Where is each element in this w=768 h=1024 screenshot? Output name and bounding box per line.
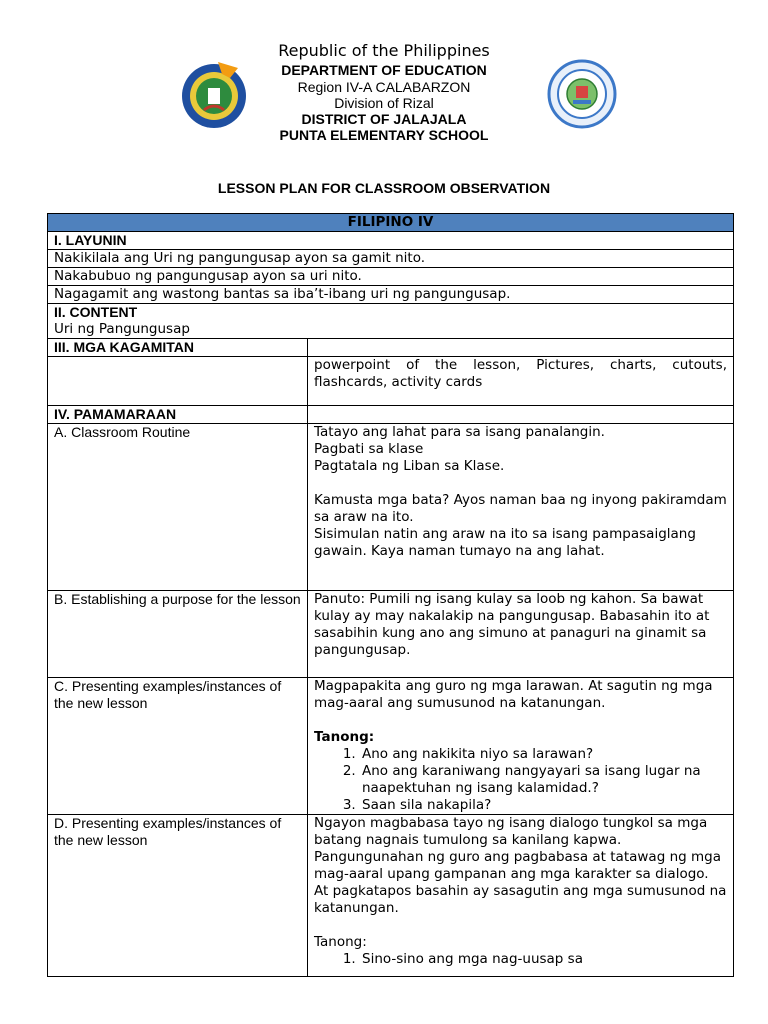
- examples-label-d: D. Presenting examples/instances of the new lesson: [48, 815, 308, 977]
- kagamitan-empty-cell: [308, 339, 734, 357]
- department-line: DEPARTMENT OF EDUCATION: [281, 62, 487, 78]
- examples-cell-c: [308, 678, 734, 815]
- kagamitan-label-cell: [48, 357, 308, 406]
- question-item: 3. Saan sila nakapila?: [360, 797, 727, 814]
- examples-text-d: Ngayon magbabasa tayo ng isang dialogo tungkol sa mga batang nagnais tumulong sa kanilang kapwa. Pangungunahan ng guro ang pagbabasa at tatawag ng mga mag-aaral upang gampanan ang mga karakter sa dialogo. At pagkatapos basahin ay sasagutin ang mga sumusunod na katanungan.: [314, 815, 727, 916]
- lesson-plan-title: LESSON PLAN FOR CLASSROOM OBSERVATION: [217, 180, 551, 196]
- purpose-label: B. Establishing a purpose for the lesson: [48, 591, 308, 678]
- examples-row-c: [48, 678, 734, 815]
- purpose-cell: [308, 591, 734, 678]
- school-seal-logo: [546, 58, 618, 130]
- subject-row: [48, 214, 734, 232]
- tanong-heading-c: Tanong:: [314, 729, 375, 745]
- kagamitan-heading: III. MGA KAGAMITAN: [48, 339, 308, 357]
- content-row: [48, 304, 734, 339]
- layunin-item: Nakikilala ang Uri ng pangungusap ayon sa gamit nito.: [48, 250, 734, 268]
- examples-label-c: C. Presenting examples/instances of the new lesson: [48, 678, 308, 815]
- routine-line: Pagbati sa klase: [314, 441, 424, 457]
- division-line: Division of Rizal: [334, 95, 434, 111]
- examples-text-c: Magpapakita ang guro ng mga larawan. At sagutin ng mga mag-aaral ang sumusunod na katanungan.: [314, 678, 713, 711]
- routine-line: Tatayo ang lahat para sa isang panalangin.: [314, 424, 605, 440]
- routine-row: [48, 424, 734, 591]
- lesson-plan-table: [47, 213, 734, 977]
- school-line: PUNTA ELEMENTARY SCHOOL: [279, 127, 489, 143]
- division-seal-logo: [178, 58, 250, 130]
- examples-cell-d: [308, 815, 734, 977]
- question-item: 1. Sino-sino ang mga nag-uusap sa: [360, 951, 727, 968]
- pamamaraan-heading: IV. PAMAMARAAN: [48, 406, 308, 424]
- examples-row-d: [48, 815, 734, 977]
- region-line: Region IV-A CALABARZON: [297, 79, 471, 95]
- kagamitan-heading-row: [48, 339, 734, 357]
- routine-cell: [308, 424, 734, 591]
- subject-header: FILIPINO IV: [48, 214, 734, 232]
- layunin-item: Nagagamit ang wastong bantas sa iba’t-ibang uri ng pangungusap.: [48, 286, 734, 304]
- routine-label: A. Classroom Routine: [48, 424, 308, 591]
- kagamitan-row: [48, 357, 734, 406]
- layunin-row-3: [48, 286, 734, 304]
- pamamaraan-empty-cell: [308, 406, 734, 424]
- letterhead: [0, 40, 768, 143]
- purpose-row: [48, 591, 734, 678]
- kagamitan-text: powerpoint of the lesson, Pictures, charts, cutouts, flashcards, activity cards: [314, 357, 728, 390]
- republic-line: Republic of the Philippines: [278, 41, 490, 60]
- routine-line: Pagtatala ng Liban sa Klase.: [314, 458, 505, 474]
- question-list-c: [314, 746, 727, 814]
- content-cell: [48, 304, 734, 339]
- layunin-heading: I. LAYUNIN: [48, 232, 734, 250]
- district-line: DISTRICT OF JALAJALA: [301, 111, 467, 127]
- question-list-d: [314, 951, 727, 968]
- layunin-item: Nakabubuo ng pangungusap ayon sa uri nito.: [48, 268, 734, 286]
- tanong-heading-d: Tanong:: [314, 934, 367, 950]
- routine-greeting: Kamusta mga bata? Ayos naman baa ng inyong pakiramdam sa araw na ito.: [314, 492, 727, 525]
- pamamaraan-heading-row: [48, 406, 734, 424]
- layunin-heading-row: [48, 232, 734, 250]
- layunin-row-2: [48, 268, 734, 286]
- question-item: 1. Ano ang nakikita niyo sa larawan?: [360, 746, 727, 763]
- content-text: Uri ng Pangungusap: [54, 321, 190, 337]
- content-heading: II. CONTENT: [54, 304, 138, 320]
- question-item: 2. Ano ang karaniwang nangyayari sa isang lugar na naapektuhan ng isang kalamidad.?: [360, 763, 727, 797]
- purpose-text: Panuto: Pumili ng isang kulay sa loob ng kahon. Sa bawat kulay ay may nakalakip na pangungusap. Babasahin ito at sasabihin kung ano ang simuno at panaguri na ginamit sa pangungusap.: [314, 591, 710, 658]
- kagamitan-cell: [308, 357, 734, 406]
- layunin-row-1: [48, 250, 734, 268]
- routine-start: Sisimulan natin ang araw na ito sa isang pampasaiglang gawain. Kaya naman tumayo na ang lahat.: [314, 526, 696, 559]
